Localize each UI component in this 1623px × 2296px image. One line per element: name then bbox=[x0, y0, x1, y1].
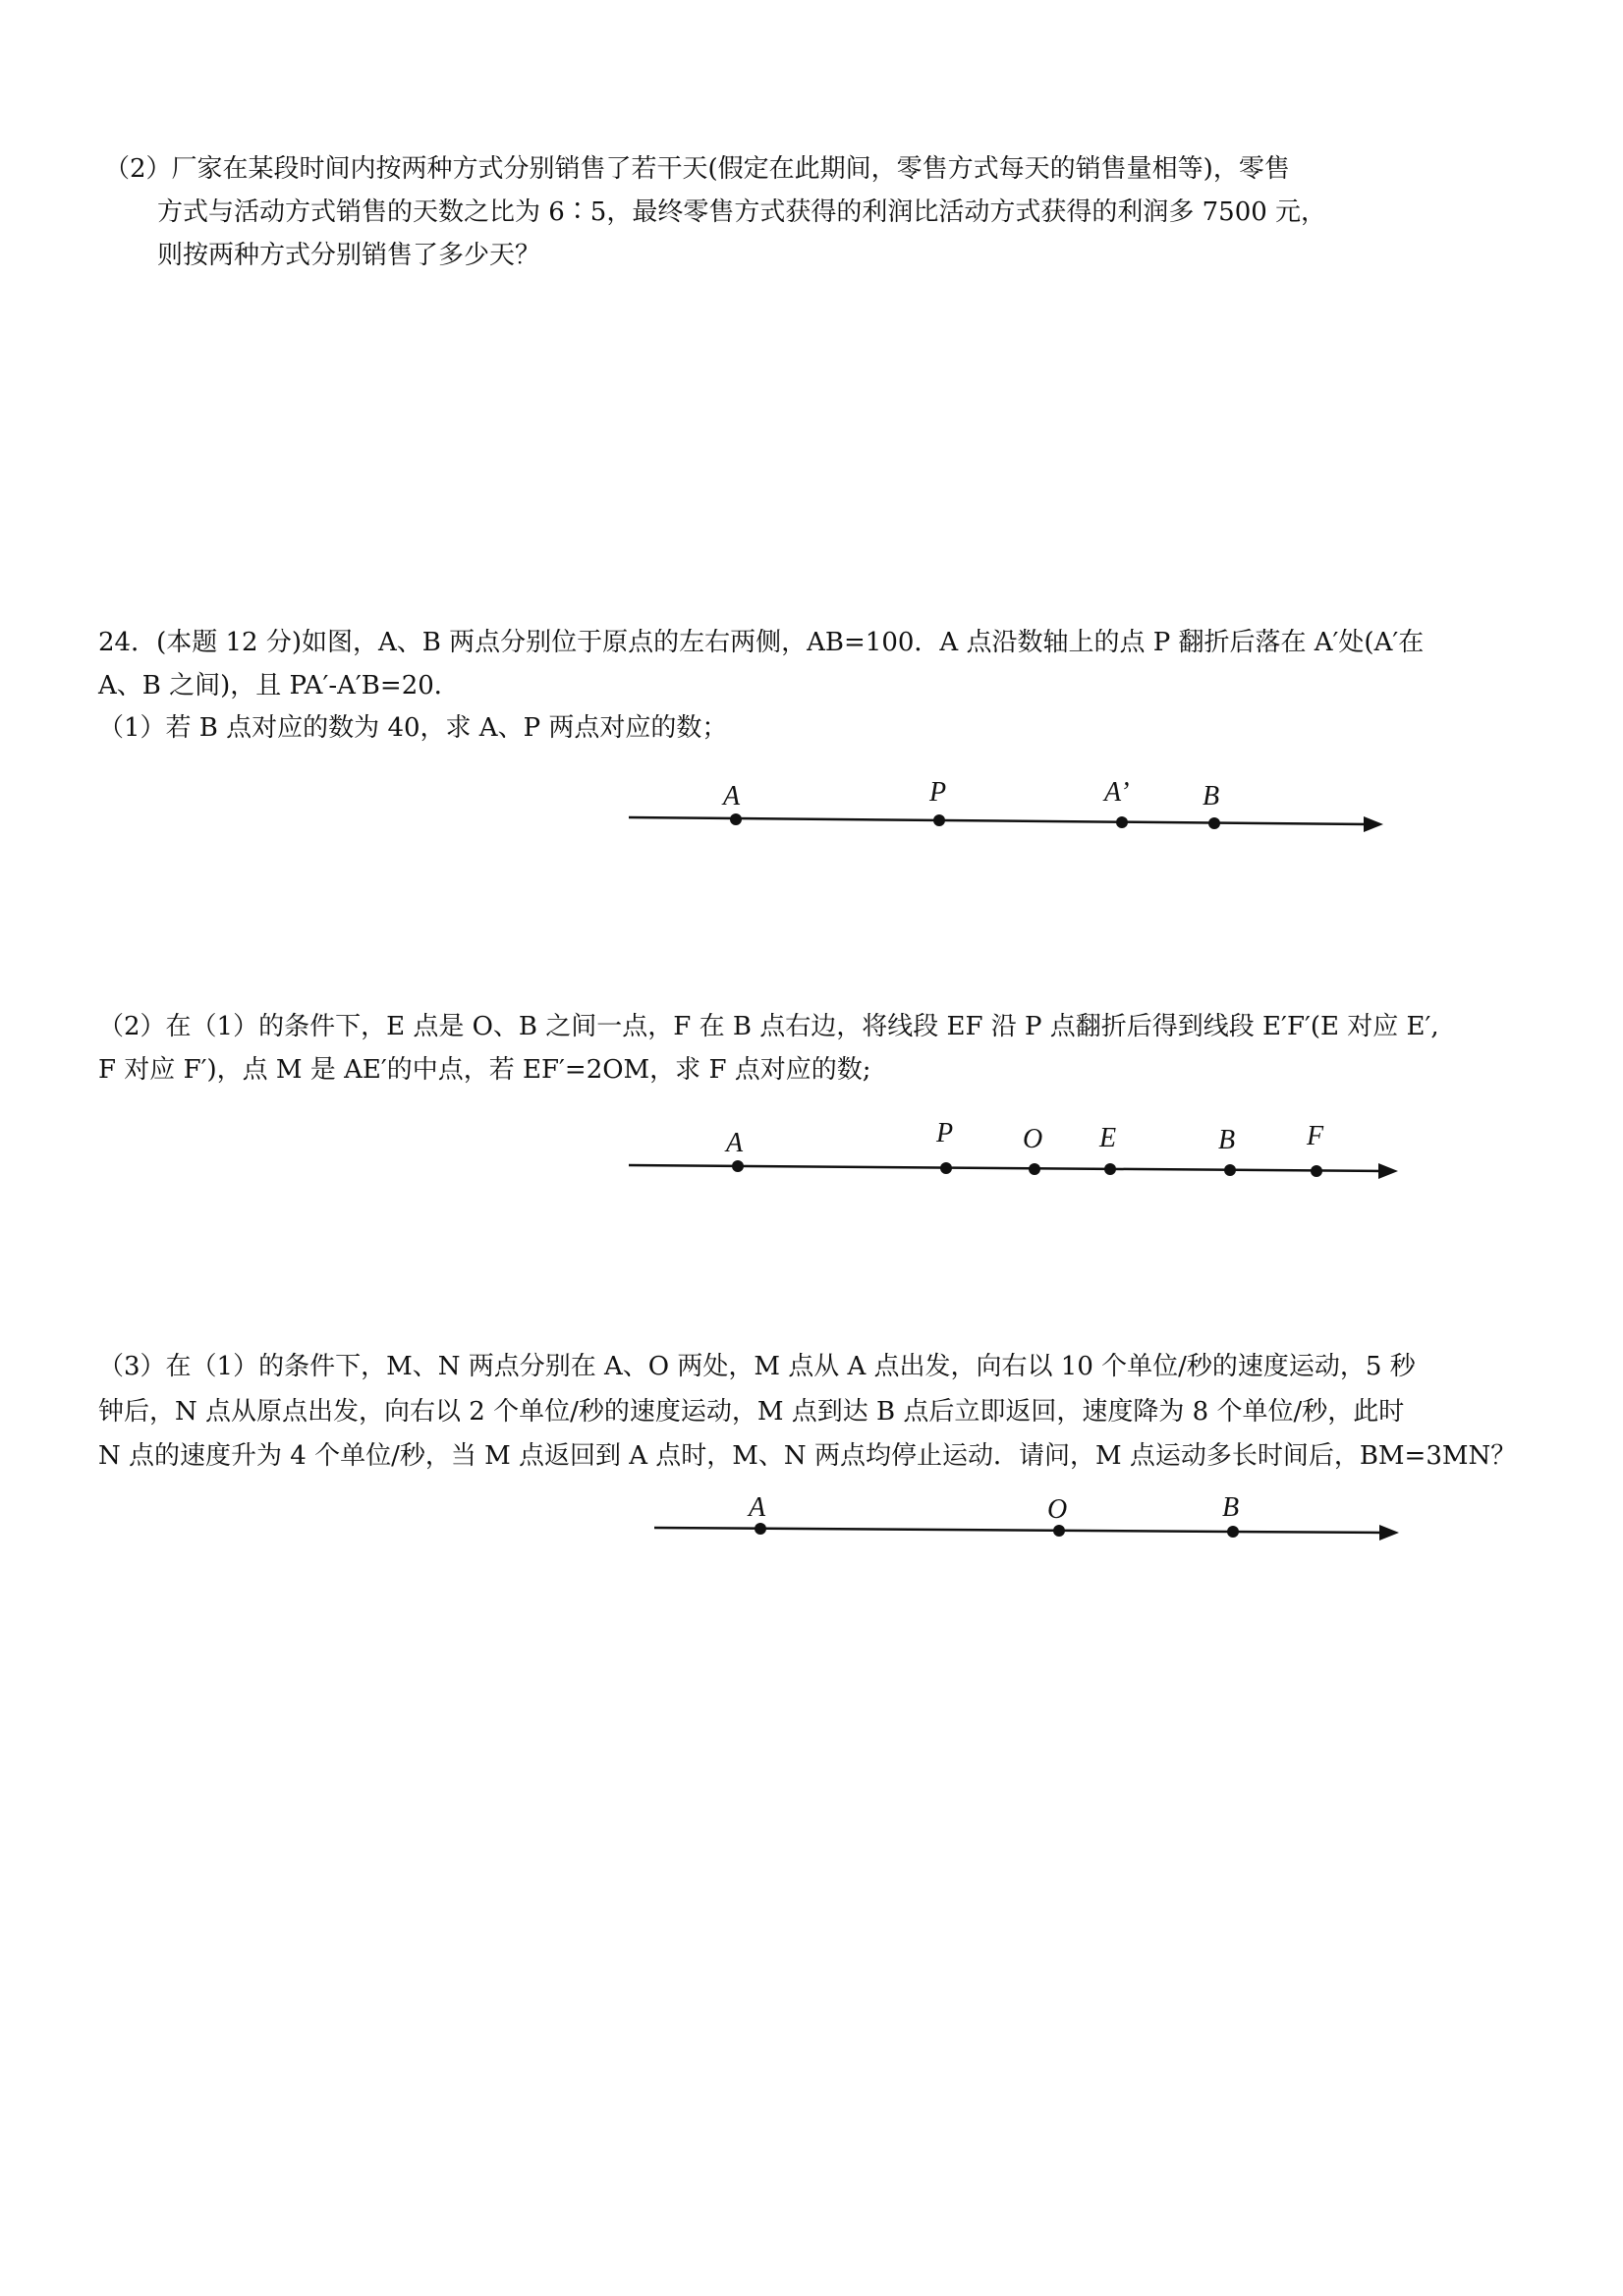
label-o: O bbox=[1023, 1124, 1043, 1154]
point-b bbox=[1227, 1526, 1239, 1538]
point-p bbox=[940, 1162, 952, 1174]
point-p bbox=[933, 814, 945, 826]
q23-part2-line3: 则按两种方式分别销售了多少天？ bbox=[157, 241, 541, 270]
point-b bbox=[1224, 1164, 1236, 1176]
label-a: A bbox=[726, 1128, 744, 1158]
label-b: B bbox=[1203, 781, 1220, 812]
point-a-prime bbox=[1116, 816, 1128, 828]
point-b bbox=[1208, 817, 1220, 829]
q24-intro-line2: A、B 之间)，且 PA′-A′B=20． bbox=[98, 671, 460, 700]
axis-line bbox=[629, 817, 1368, 824]
point-a bbox=[732, 1160, 744, 1172]
q24-part2-line2: F 对应 F′)，点 M 是 AE′的中点，若 EF′=2OM，求 F 点对应的数; bbox=[98, 1055, 871, 1085]
point-f bbox=[1311, 1165, 1322, 1177]
label-e: E bbox=[1099, 1123, 1117, 1153]
label-b: B bbox=[1218, 1125, 1236, 1155]
axis-line bbox=[629, 1165, 1382, 1171]
label-f: F bbox=[1307, 1121, 1324, 1151]
axis-line bbox=[654, 1528, 1383, 1533]
q23-part2-line2: 方式与活动方式销售的天数之比为 6∶5，最终零售方式获得的利润比活动方式获得的利润多 7500 元， bbox=[157, 197, 1327, 227]
q23-part2-line1: （2）厂家在某段时间内按两种方式分别销售了若干天(假定在此期间，零售方式每天的销售量相等)，零售 bbox=[104, 154, 1290, 184]
point-o bbox=[1053, 1525, 1065, 1537]
label-a: A bbox=[723, 781, 741, 812]
q24-part3-line2: 钟后，N 点从原点出发，向右以 2 个单位/秒的速度运动，M 点到达 B 点后立即返回，速度降为 8 个单位/秒，此时 bbox=[98, 1397, 1405, 1427]
label-o: O bbox=[1047, 1494, 1068, 1525]
label-b: B bbox=[1222, 1492, 1240, 1523]
point-e bbox=[1104, 1163, 1116, 1175]
point-a bbox=[755, 1523, 766, 1535]
q24-part3-line1: （3）在（1）的条件下，M、N 两点分别在 A、O 两处，M 点从 A 点出发，向右以 10 个单位/秒的速度运动，5 秒 bbox=[98, 1352, 1416, 1381]
q24-intro-line1: 24．(本题 12 分)如图，A、B 两点分别位于原点的左右两侧，AB=100．A 点沿数轴上的点 P 翻折后落在 A′处(A′在 bbox=[98, 628, 1425, 657]
axis-arrow-icon bbox=[1364, 816, 1383, 832]
q24-part2-line1: （2）在（1）的条件下，E 点是 O、B 之间一点，F 在 B 点右边，将线段 EF 沿 P 点翻折后得到线段 E′F′(E 对应 E′, bbox=[98, 1012, 1439, 1041]
axis-arrow-icon bbox=[1378, 1163, 1398, 1179]
point-o bbox=[1029, 1163, 1040, 1175]
label-a: A bbox=[749, 1492, 766, 1523]
axis-arrow-icon bbox=[1379, 1525, 1399, 1540]
point-a bbox=[730, 813, 742, 825]
q24-part1: （1）若 B 点对应的数为 40，求 A、P 两点对应的数； bbox=[98, 713, 728, 743]
label-a-prime: A’ bbox=[1104, 777, 1130, 808]
q24-part3-line3: N 点的速度升为 4 个单位/秒，当 M 点返回到 A 点时，M、N 两点均停止运动．请问，M 点运动多长时间后，BM=3MN？ bbox=[98, 1441, 1517, 1471]
label-p: P bbox=[929, 777, 947, 808]
label-p: P bbox=[936, 1118, 954, 1148]
